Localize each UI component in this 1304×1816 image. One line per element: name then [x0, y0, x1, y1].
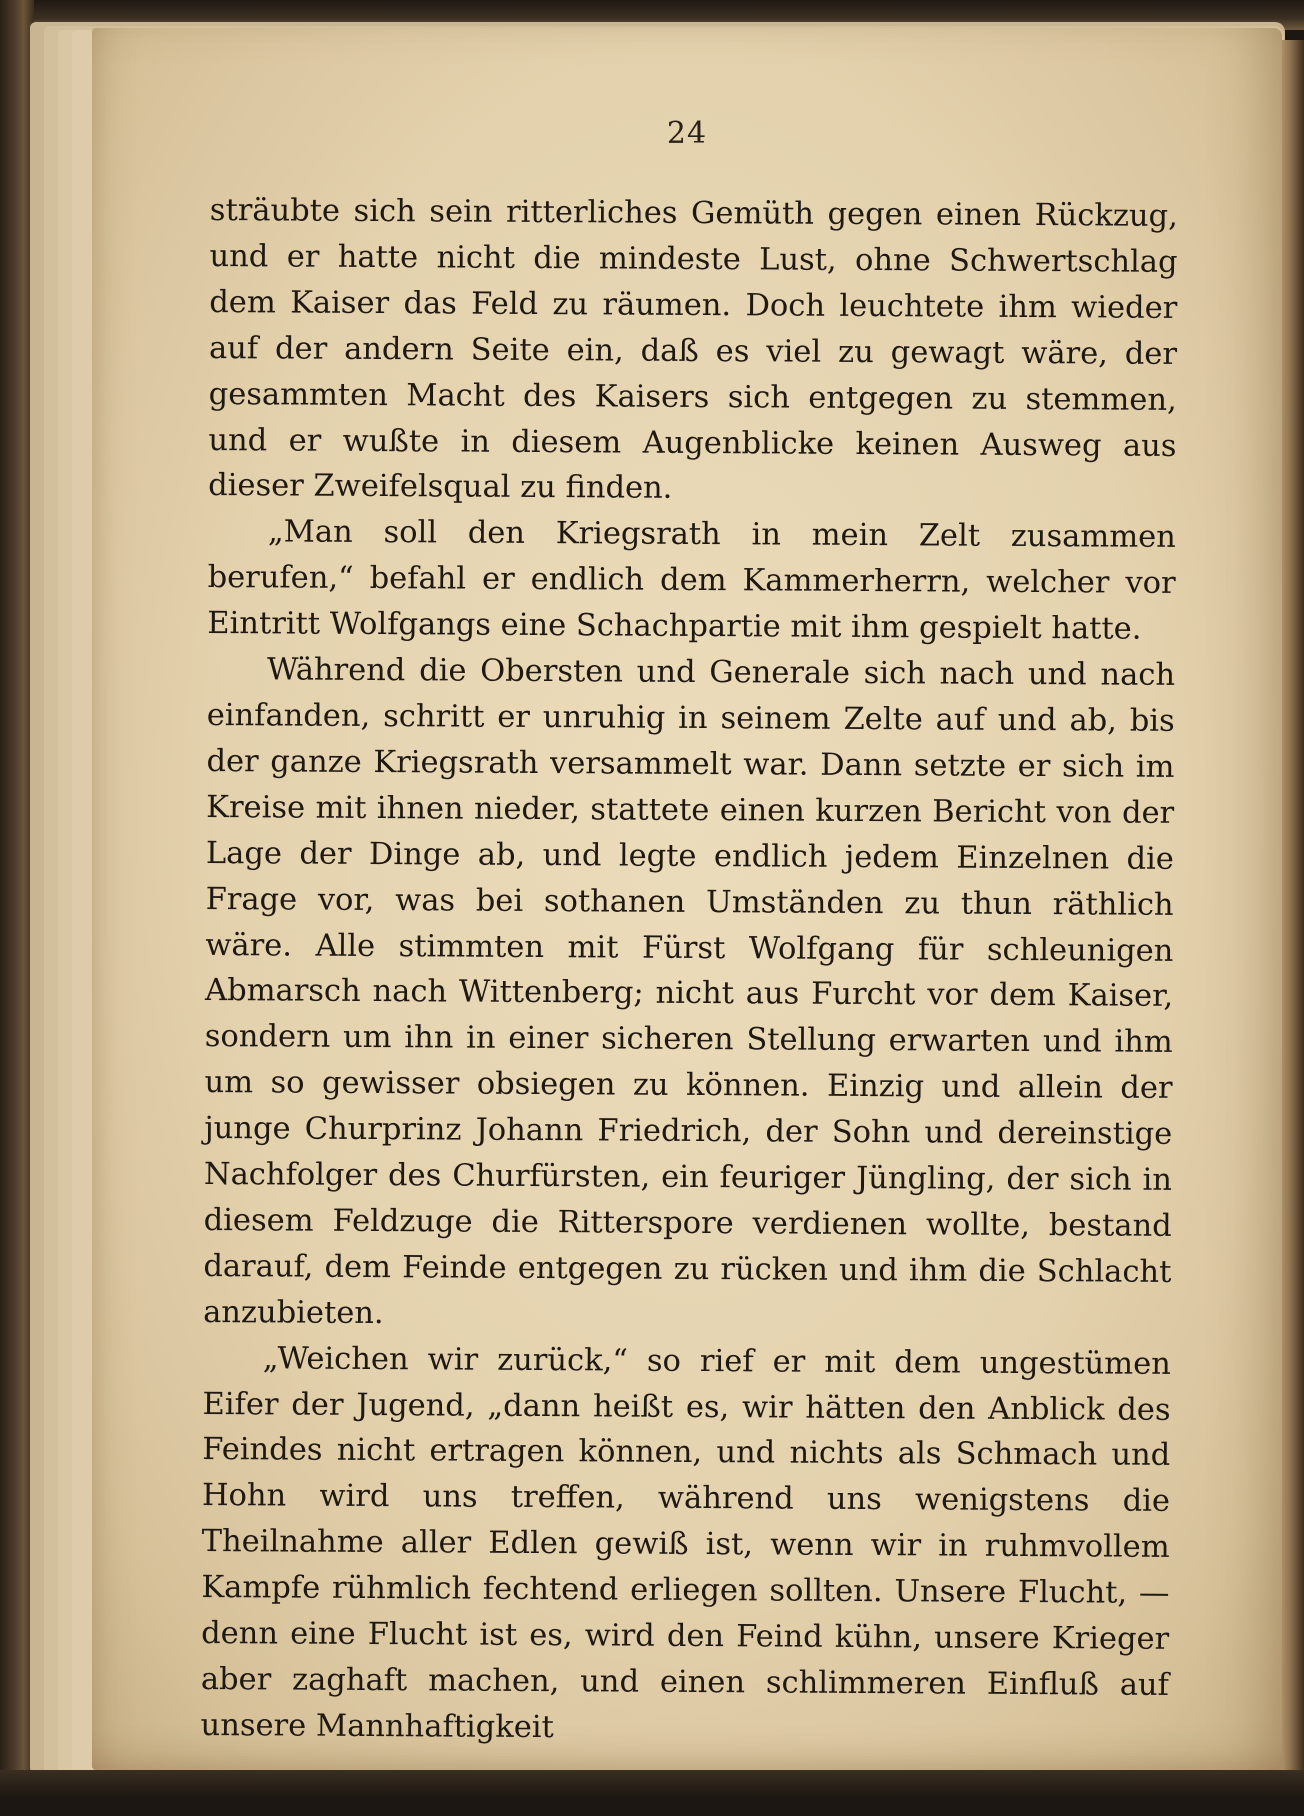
book-spine-edge [0, 0, 34, 1816]
book-page [92, 28, 1282, 1770]
book-bottom-edge [0, 1770, 1304, 1816]
page-number: 24 [666, 116, 708, 151]
body-text [200, 188, 1178, 1755]
paragraph: Während die Obersten und Generale sich nach und nach einfanden, schritt er unruhig in seinem Zelte auf und ab, bis der ganze Kriegsrath versammelt war. Dann setzte er sich im Kreise mit ihnen nieder, stattete einen kurzen Bericht von der Lage der Dinge ab, und legte endlich jedem Einzelnen die Frage vor, was bei sothanen Umständen zu thun räthlich wäre. Alle stimmten mit Fürst Wolfgang für schleunigen Abmarsch nach Wittenberg; nicht aus Furcht vor dem Kaiser, sondern um ihn in einer sicheren Stellung erwarten und ihm um so gewisser obsiegen zu können. Einzig und allein der junge Churprinz Johann Friedrich, der Sohn und dereinstige Nachfolger des Churfürsten, ein feuriger Jüngling, der sich in diesem Feldzuge die Ritterspore verdienen wollte, bestand darauf, dem Feinde entgegen zu rücken und ihm die Schlacht anzubieten. [203, 652, 1176, 1331]
paragraph: „Weichen wir zurück,“ so rief er mit dem ungestümen Eifer der Jugend, „dann heißt es, wir hätten den Anblick des Feindes nicht ertragen können, und nichts als Schmach und Hohn wird uns treffen, während uns wenigstens die Theilnahme aller Edlen gewiß ist, wenn wir in ruhmvollem Kampfe rühmlich fechtend erliegen sollten. Unsere Flucht, — denn eine Flucht ist es, wird den Feind kühn, unsere Krieger aber zaghaft machen, und einen schlimmeren Einfluß auf unsere Mannhaftigkeit [200, 1341, 1171, 1746]
paragraph: sträubte sich sein ritterliches Gemüth gegen einen Rückzug, und er hatte nicht die mindeste Lust, ohne Schwertschlag dem Kaiser das Feld zu räumen. Doch leuchtete ihm wieder auf der andern Seite ein, daß es viel zu gewagt wäre, der gesammten Macht des Kaisers sich entgegen zu stemmen, und er wußte in diesem Augenblicke keinen Ausweg aus dieser Zweifelsqual zu finden. [208, 192, 1178, 507]
paragraph: „Man soll den Kriegsrath in mein Zelt zusammen berufen,“ befahl er endlich dem Kammerherrn, welcher vor Eintritt Wolfgangs eine Schachpartie mit ihm gespielt hatte. [207, 514, 1176, 647]
